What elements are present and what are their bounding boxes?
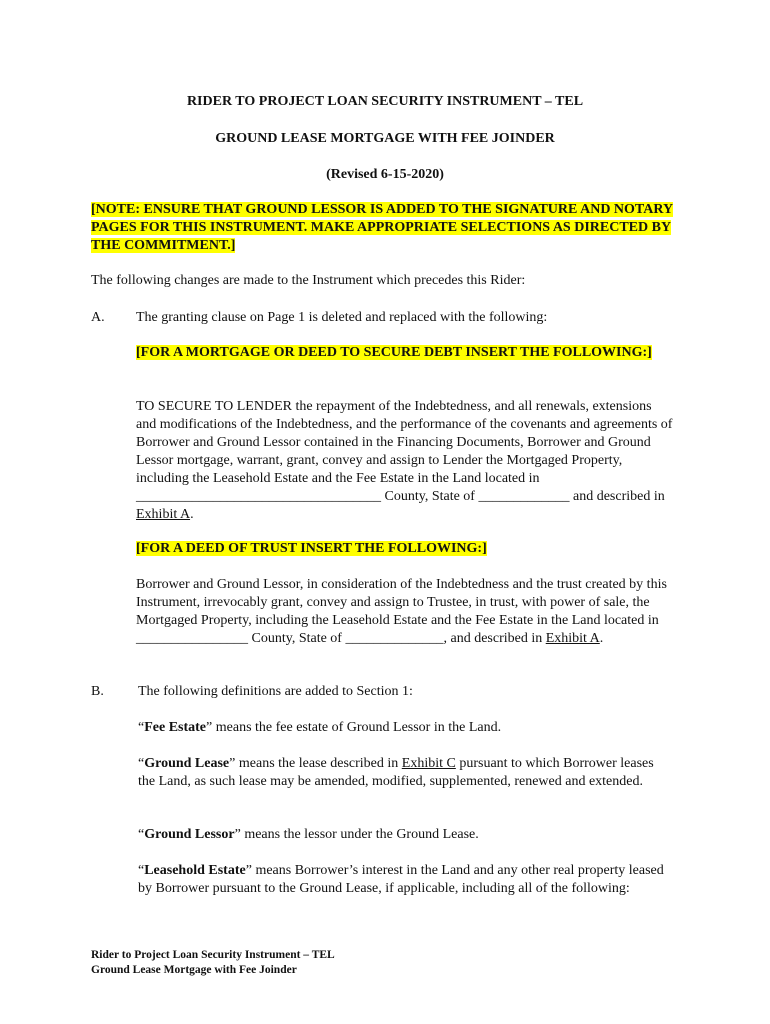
ground-lessor-term: Ground Lessor bbox=[144, 827, 235, 842]
ground-lease-term: Ground Lease bbox=[144, 756, 230, 771]
definition-fee-estate: “Fee Estate” means the fee estate of Ground Lessor in the Land. bbox=[138, 720, 502, 735]
definition-ground-lessor: “Ground Lessor” means the lessor under the Ground Lease. bbox=[138, 827, 479, 842]
ground-lease-text-2: pursuant to which Borrower leases the Land, as such lease may be amended, modified, supplemented, renewed and extended. bbox=[138, 756, 654, 789]
footer-line-2: Ground Lease Mortgage with Fee Joinder bbox=[91, 964, 297, 976]
mortgage-heading bbox=[136, 344, 676, 362]
ground-lessor-text: means the lessor under the Ground Lease. bbox=[240, 827, 479, 842]
note-text: [NOTE: ENSURE THAT GROUND LESSOR IS ADDED TO THE SIGNATURE AND NOTARY PAGES FOR THIS INSTRUMENT. MAKE APPROPRIATE SELECTIONS AS DIRECTED BY THE COMMITMENT.] bbox=[91, 202, 674, 253]
fee-estate-term: Fee Estate bbox=[144, 720, 207, 735]
section-b-text: The following definitions are added to Section 1: bbox=[138, 684, 413, 699]
ground-lease-exhibit-link: Exhibit C bbox=[401, 756, 456, 771]
note-block bbox=[91, 201, 681, 255]
fee-estate-text: means the fee estate of Ground Lessor in the Land. bbox=[212, 720, 502, 735]
definition-leasehold-estate: “Leasehold Estate” means Borrower’s interest in the Land and any other real property leased by Borrower pursuant to the Ground Lease, if applicable, including all of the following: bbox=[138, 863, 664, 896]
footer-line-1: Rider to Project Loan Security Instrument – TEL bbox=[91, 949, 335, 961]
trust-text: Borrower and Ground Lessor, in consideration of the Indebtedness and the trust created by this Instrument, irrevocably grant, convey and assign to Trustee, in trust, with power of sale, the Mortgaged Property, including the Leasehold Estate and the Fee Estate in the Land located in ________________ County, State of ______________, and described in bbox=[136, 577, 667, 646]
leasehold-term: Leasehold Estate bbox=[144, 863, 246, 878]
trust-end: . bbox=[599, 631, 604, 646]
intro-text: The following changes are made to the Instrument which precedes this Rider: bbox=[91, 273, 526, 288]
ground-lease-text-1: means the lease described in bbox=[235, 756, 402, 771]
mortgage-paragraph bbox=[136, 398, 674, 524]
section-a-text: The granting clause on Page 1 is deleted and replaced with the following: bbox=[136, 310, 548, 325]
mortgage-text: TO SECURE TO LENDER the repayment of the Indebtedness, and all renewals, extensions and modifications of the Indebtedness, and the performance of the covenants and agreements of Borrower and Ground Lessor contained in the Financing Documents, Borrower and Ground Lessor mortgage, warrant, grant, convey and assign to Lender the Mortgaged Property, including the Leasehold Estate and the Fee Estate in the Land located in ___________________________________ County, State of _____________ and described in bbox=[136, 399, 673, 504]
mortgage-exhibit-link: Exhibit A bbox=[136, 507, 191, 522]
trust-heading bbox=[136, 540, 676, 558]
trust-heading-text: [FOR A DEED OF TRUST INSERT THE FOLLOWING:] bbox=[136, 541, 487, 556]
section-b-label: B. bbox=[91, 684, 104, 699]
mortgage-end: . bbox=[190, 507, 194, 522]
section-a-label: A. bbox=[91, 310, 105, 325]
definition-ground-lease: “Ground Lease” means the lease described in Exhibit C pursuant to which Borrower leases the Land, as such lease may be amended, modified, supplemented, renewed and extended. bbox=[138, 756, 654, 789]
document-title: RIDER TO PROJECT LOAN SECURITY INSTRUMENT – TEL bbox=[186, 94, 584, 109]
document-subtitle: GROUND LEASE MORTGAGE WITH FEE JOINDER bbox=[215, 131, 555, 146]
mortgage-heading-text: [FOR A MORTGAGE OR DEED TO SECURE DEBT INSERT THE FOLLOWING:] bbox=[136, 345, 652, 360]
leasehold-text: means Borrower’s interest in the Land and any other real property leased by Borrower pursuant to the Ground Lease, if applicable, including all of the following: bbox=[138, 863, 664, 896]
trust-exhibit-link: Exhibit A bbox=[545, 631, 600, 646]
trust-paragraph bbox=[136, 576, 676, 648]
revision-date: (Revised 6-15-2020) bbox=[326, 167, 444, 182]
